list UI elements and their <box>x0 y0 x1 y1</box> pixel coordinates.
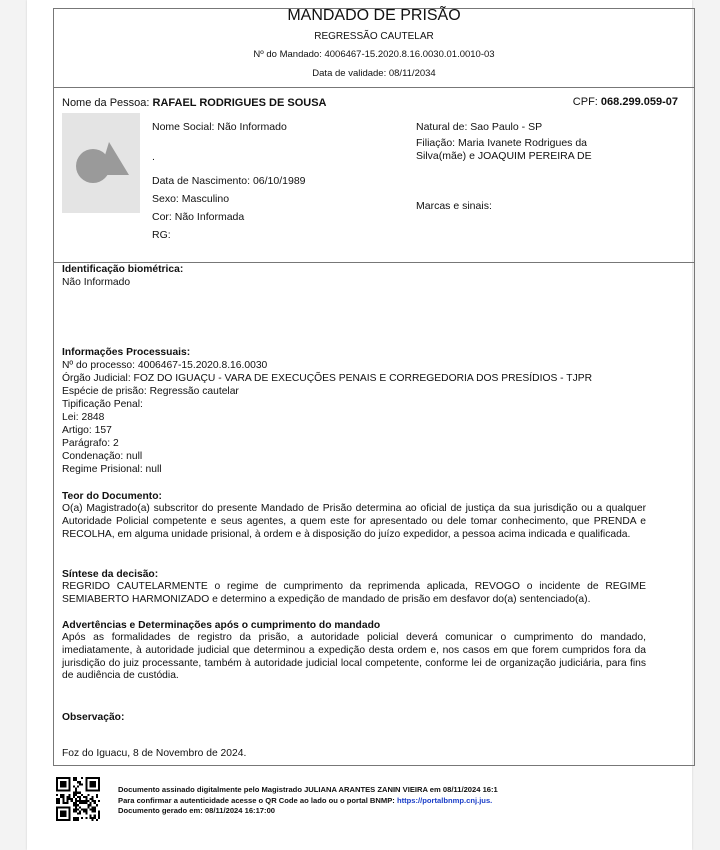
advert-title: Advertências e Determinações após o cumprimento do mandado <box>62 620 381 631</box>
signature-text <box>118 785 498 817</box>
photo-placeholder-icon <box>62 113 140 213</box>
place-date: Foz do Iguacu, 8 de Novembro de 2024. <box>62 748 247 759</box>
process-line: Nº do processo: 4006467-15.2020.8.16.0030 <box>62 360 268 371</box>
dot-mark: . <box>152 151 155 163</box>
teor-title: Teor do Documento: <box>62 491 162 502</box>
person-name-row <box>62 97 327 109</box>
signature-line: Documento assinado digitalmente pelo Magistrado JULIANA ARANTES ZANIN VIEIRA em 08/11/2024 16:1 <box>118 785 498 794</box>
rg: RG: <box>152 229 171 241</box>
process-line: Órgão Judicial: FOZ DO IGUAÇU - VARA DE EXECUÇÕES PENAIS E CORREGEDORIA DOS PRESÍDIOS - TJPR <box>62 373 593 384</box>
biometric-section <box>62 263 183 289</box>
mandate-number: Nº do Mandado: 4006467-15.2020.8.16.0030.01.0010-03 <box>253 49 495 60</box>
document-subtitle: REGRESSÃO CAUTELAR <box>314 31 434 42</box>
verification-line: Para confirmar a autenticidade acesse o QR Code ao lado ou o portal BNMP: https://portalbnmp.cnj.jus. <box>118 795 493 805</box>
page-title: MANDADO DE PRISÃO <box>287 7 461 24</box>
biometric-value: Não Informado <box>62 277 131 288</box>
person-photo-placeholder <box>62 113 140 213</box>
signature-footer <box>56 777 676 827</box>
cpf-value: 068.299.059-07 <box>600 96 678 108</box>
marks-signs: Marcas e sinais: <box>416 200 492 212</box>
sintese-text: REGRIDO CAUTELARMENTE o regime de cumprimento da reprimenda aplicada, REVOGO o incidente de REGIME SEMIABERTO HARMONIZADO e determino a expedição de mandado de prisão em desfavor do(a) sentenciado(a). <box>62 581 646 605</box>
skin-color: Cor: Não Informada <box>152 211 245 223</box>
qr-code-icon[interactable] <box>56 777 100 821</box>
document-frame <box>53 8 695 766</box>
process-line: Parágrafo: 2 <box>62 438 119 449</box>
generated-line: Documento gerado em: 08/11/2024 16:17:00 <box>118 806 276 815</box>
filiation-line-2: Silva(mãe) e JOAQUIM PEREIRA DE <box>416 150 592 162</box>
birth-date: Data de Nascimento: 06/10/1989 <box>152 175 306 187</box>
sintese-section <box>62 568 646 607</box>
sex: Sexo: Masculino <box>152 193 230 205</box>
document-page <box>27 0 692 850</box>
person-name: RAFAEL RODRIGUES DE SOUSA <box>152 97 327 109</box>
person-name-label: Nome da Pessoa: <box>62 97 153 109</box>
teor-section <box>62 490 646 541</box>
process-line: Condenação: null <box>62 451 143 462</box>
teor-text: O(a) Magistrado(a) subscritor do presente Mandado de Prisão determina ao oficial de justiça da sua jurisdição ou a qualquer Autoridade Policial competente e seus agentes, a quem este for apresentado ou dele tomar conhecimento, que PRENDA e RECOLHA, em alguma unidade prisional, à ordem e à disposição do juízo expedidor, a pessoa acima indicada e qualificada. <box>62 503 646 540</box>
biometric-title: Identificação biométrica: <box>62 264 184 275</box>
advert-text: Após as formalidades de registro da prisão, a autoridade policial deverá comunicar o cumprimento do mandado, imediatamente, à autoridade judicial que determinou a expedição desta ordem e, nos casos em que forem cumpridos fora da jurisdição do juiz processante, também à autoridade judicial local competente, conforme lei de organização judiciária, para fins de audiência de custódia. <box>62 632 646 682</box>
filiation-line-1: Filiação: Maria Ivanete Rodrigues da <box>416 137 588 149</box>
advert-section <box>62 619 646 683</box>
process-section <box>62 346 592 476</box>
process-title: Informações Processuais: <box>62 347 191 358</box>
validity-date: Data de validade: 08/11/2034 <box>312 68 436 79</box>
process-line: Lei: 2848 <box>62 412 105 423</box>
social-name: Nome Social: Não Informado <box>152 121 287 133</box>
cpf-label: CPF: <box>572 96 601 108</box>
process-line: Espécie de prisão: Regressão cautelar <box>62 386 239 397</box>
process-line: Tipificação Penal: <box>62 399 143 410</box>
process-line: Artigo: 157 <box>62 425 112 436</box>
person-section <box>54 87 694 263</box>
natural-from: Natural de: Sao Paulo - SP <box>416 121 543 133</box>
process-line: Regime Prisional: null <box>62 464 162 475</box>
portal-link[interactable]: https://portalbnmp.cnj.jus. <box>396 795 493 805</box>
cpf-row <box>573 96 678 108</box>
document-header <box>54 9 694 88</box>
observation-section <box>62 711 124 724</box>
sintese-title: Síntese da decisão: <box>62 569 159 580</box>
observation-title: Observação: <box>62 712 125 723</box>
